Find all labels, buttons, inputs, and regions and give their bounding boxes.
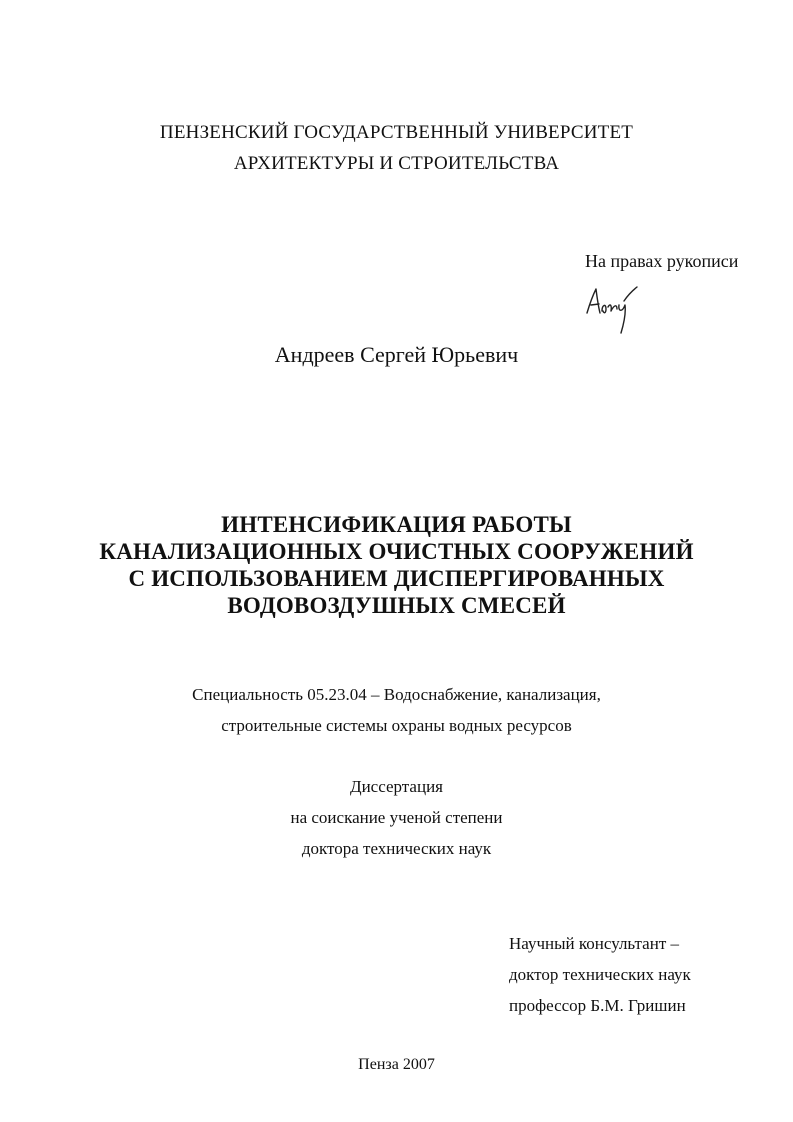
city-year: Пенза 2007 (358, 1056, 435, 1073)
specialty-line2: строительные системы охраны водных ресурсов (221, 716, 572, 735)
consultant-degree: доктор технических наук (509, 965, 691, 984)
degree-line1: на соискание ученой степени (290, 808, 503, 827)
specialty-line1: Специальность 05.23.04 – Водоснабжение, канализация, (192, 685, 601, 704)
dissertation-label: Диссертация (349, 777, 443, 796)
manuscript-rights-note: На правах рукописи (585, 251, 739, 271)
dissertation-title-line4: ВОДОВОЗДУШНЫХ СМЕСЕЙ (227, 593, 566, 618)
author-name: Андреев Сергей Юрьевич (274, 342, 519, 367)
dissertation-title-line1: ИНТЕНСИФИКАЦИЯ РАБОТЫ (221, 512, 572, 537)
handwritten-signature (584, 283, 640, 335)
consultant-name: профессор Б.М. Гришин (509, 996, 686, 1015)
university-name-line1: ПЕНЗЕНСКИЙ ГОСУДАРСТВЕННЫЙ УНИВЕРСИТЕТ (159, 122, 634, 143)
degree-line2: доктора технических наук (301, 839, 492, 858)
dissertation-title-line2: КАНАЛИЗАЦИОННЫХ ОЧИСТНЫХ СООРУЖЕНИЙ (99, 539, 694, 564)
university-name-line2: АРХИТЕКТУРЫ И СТРОИТЕЛЬСТВА (233, 153, 560, 174)
dissertation-title-line3: С ИСПОЛЬЗОВАНИЕМ ДИСПЕРГИРОВАННЫХ (128, 566, 665, 591)
consultant-label: Научный консультант – (509, 934, 679, 953)
